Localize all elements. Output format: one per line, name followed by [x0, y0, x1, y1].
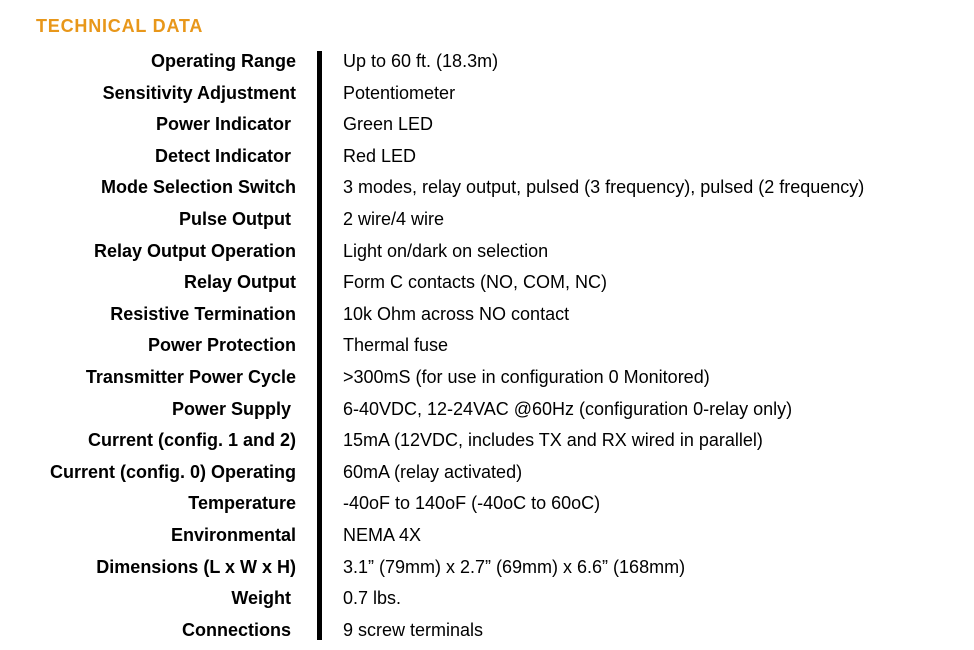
spec-label: Dimensions (L x W x H)	[96, 556, 296, 577]
spec-row-power-protection	[0, 330, 974, 362]
spec-row-pulse-output	[0, 204, 974, 236]
spec-value: 15mA (12VDC, includes TX and RX wired in parallel)	[343, 430, 763, 451]
spec-value: 60mA (relay activated)	[343, 461, 523, 482]
spec-label: Detect Indicator	[154, 145, 291, 166]
spec-row-relay-output-operation	[0, 236, 974, 268]
spec-value: NEMA 4X	[343, 524, 422, 545]
spec-row-environmental	[0, 520, 974, 552]
spec-value: 2 wire/4 wire	[343, 208, 445, 229]
spec-table	[0, 46, 974, 646]
spec-row-connections	[0, 615, 974, 647]
spec-row-weight	[0, 583, 974, 615]
spec-label: Connections	[181, 619, 291, 640]
spec-row-detect-indicator	[0, 141, 974, 173]
spec-label: Environmental	[170, 524, 296, 545]
spec-row-sensitivity-adjustment	[0, 78, 974, 110]
spec-label: Mode Selection Switch	[100, 177, 296, 198]
spec-row-power-supply	[0, 394, 974, 426]
spec-label: Relay Output	[183, 272, 296, 293]
spec-label: Temperature	[188, 493, 296, 514]
spec-value: -40oF to 140oF (-40oC to 60oC)	[343, 493, 601, 514]
spec-value: 3 modes, relay output, pulsed (3 frequency), pulsed (2 frequency)	[343, 177, 865, 198]
spec-label: Power Supply	[171, 398, 291, 419]
spec-label: Relay Output Operation	[93, 240, 296, 261]
spec-row-resistive-termination	[0, 299, 974, 331]
spec-label: Current (config. 1 and 2)	[87, 430, 296, 451]
section-title: TECHNICAL DATA	[36, 16, 204, 36]
spec-value: Potentiometer	[343, 82, 456, 103]
spec-value: >300mS (for use in configuration 0 Monitored)	[343, 366, 710, 387]
spec-label: Sensitivity Adjustment	[102, 82, 296, 103]
spec-value: Thermal fuse	[343, 335, 449, 356]
spec-value: 0.7 lbs.	[343, 588, 402, 609]
spec-row-temperature	[0, 488, 974, 520]
spec-label: Power Protection	[147, 335, 296, 356]
spec-row-current-config-0-operating	[0, 457, 974, 489]
spec-value: 10k Ohm across NO contact	[343, 303, 570, 324]
spec-value: 3.1” (79mm) x 2.7” (69mm) x 6.6” (168mm)	[343, 556, 686, 577]
spec-label: Transmitter Power Cycle	[85, 366, 296, 387]
spec-value: Up to 60 ft. (18.3m)	[343, 51, 499, 71]
spec-label: Resistive Termination	[110, 303, 296, 324]
spec-label: Pulse Output	[179, 208, 291, 229]
spec-value: 6-40VDC, 12-24VAC @60Hz (configuration 0-relay only)	[343, 398, 793, 419]
spec-value: Red LED	[343, 145, 417, 166]
spec-label: Power Indicator	[155, 114, 291, 135]
spec-row-mode-selection-switch	[0, 172, 974, 204]
spec-label: Current (config. 0) Operating	[49, 461, 296, 482]
spec-row-dimensions	[0, 552, 974, 584]
spec-value: Light on/dark on selection	[343, 240, 549, 261]
spec-value: Form C contacts (NO, COM, NC)	[343, 272, 608, 293]
spec-row-operating-range	[0, 46, 974, 78]
spec-row-current-config-1-2	[0, 425, 974, 457]
spec-value: Green LED	[343, 114, 434, 135]
spec-row-transmitter-power-cycle	[0, 362, 974, 394]
spec-row-relay-output	[0, 267, 974, 299]
spec-row-power-indicator	[0, 109, 974, 141]
spec-label: Operating Range	[150, 51, 296, 71]
spec-value: 9 screw terminals	[343, 619, 484, 640]
spec-label: Weight	[231, 588, 291, 609]
